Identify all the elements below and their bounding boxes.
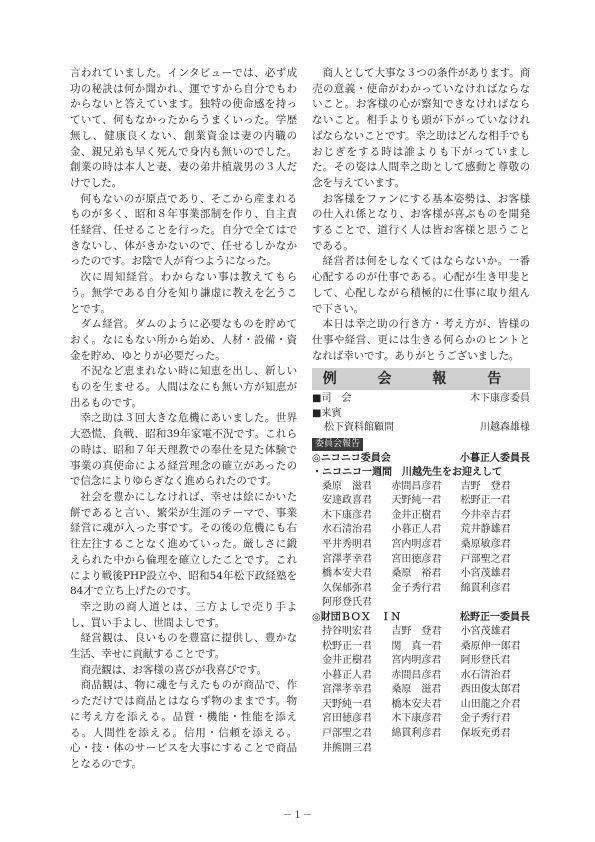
article-paragraph: 次に周知経営。わからない事は教えてもらう。無学である自分を知り謙虚に教えを乞うことです。 xyxy=(70,271,297,315)
member-name: 小宮茂雄君 xyxy=(460,625,511,637)
member-name: 持谷明宏君 xyxy=(322,625,372,637)
member-name: 桑原 裕君 xyxy=(391,568,442,580)
committee2-chair: 松野正一委員長 xyxy=(460,611,530,623)
member-name: 小暮正人君 xyxy=(322,669,372,681)
member-name: 保坂充勇君 xyxy=(460,728,511,740)
committee1-chair: 小暮正人委員長 xyxy=(460,452,530,464)
member-name: 木下康彦君 xyxy=(391,713,442,725)
member-name: 金子秀行君 xyxy=(460,713,511,725)
member-name: 宮澤孝幸君 xyxy=(322,684,372,696)
member-name: 綿貫利彦君 xyxy=(460,582,511,594)
article-paragraph: 幸之助の商人道とは、三方よしで売り手よし、買い手よし、世間よしです。 xyxy=(70,600,297,629)
article-paragraph: お客様をファンにする基本姿勢は、お客様の仕入れ係となり、お客様が喜ぶものを開発することで、道行く人は皆お客様と思うことである。 xyxy=(312,192,530,252)
member-name: 吉野 登君 xyxy=(391,625,442,637)
member-name: 阿形登氏君 xyxy=(322,597,372,609)
committee1-heading xyxy=(312,452,530,466)
member-name: 宮田徳彦君 xyxy=(322,713,372,725)
member-name: 久保郁弥君 xyxy=(322,582,372,594)
member-name: 小暮正人君 xyxy=(391,524,442,536)
chair-name: 木下康彦委員 xyxy=(470,393,530,405)
member-name: 安達政喜君 xyxy=(322,495,372,507)
article-paragraph: 本日は幸之助の行き方・考え方が、皆様の仕事や経営、更には生きる何らかのヒントとなれば幸いです。ありがとうございました。 xyxy=(312,318,530,362)
chair-label: ■司 会 xyxy=(312,393,352,405)
member-name: 井熊開三君 xyxy=(322,742,372,754)
committee1-names xyxy=(312,480,530,611)
member-name: 山田龍之介君 xyxy=(460,698,521,710)
article-paragraph: 経営者は何をしなくてはならないか。一番心配するのが仕事である。心配が生き甲斐として、心配しながら積極的に仕事に取り組んで下さい。 xyxy=(312,255,530,315)
member-name: 今井幸吉君 xyxy=(460,509,511,521)
member-name: 西田俊太郎君 xyxy=(460,684,521,696)
member-name: 桑原伸一郎君 xyxy=(460,640,521,652)
member-name: 赤間昌彦君 xyxy=(391,669,442,681)
member-name: 橋本安夫君 xyxy=(322,568,372,580)
article-paragraph: 社会を豊かにしなければ、幸せは絵にかいた餅であると言い、繁栄が生涯のテーマで、事業経営に魂が入った事です。その後の危機にも右往左往することなく進めていった。厳しさに鍛えられた中から倫理を確立したことです。これにより戦後PHP設立や、昭和54年松下政経塾を84才で立ち上げたのです。 xyxy=(70,490,297,598)
right-paragraphs xyxy=(312,66,530,364)
article-paragraph: 不況など恵まれない時に知恵を出し、新しいものを生ませる。人間はなにも無い方が知恵が出るものです。 xyxy=(70,365,297,409)
article-paragraph: 経営観は、良いものを豊富に提供し、豊かな生活、幸せに貢献することです。 xyxy=(70,632,297,661)
member-name: 水石清治君 xyxy=(322,524,372,536)
member-name: 吉野 登君 xyxy=(460,480,511,492)
guest-detail-row xyxy=(312,421,530,436)
member-name: 桑原 滋君 xyxy=(391,684,442,696)
member-name: 平井秀明君 xyxy=(322,538,372,550)
member-name: 金子秀行君 xyxy=(391,582,442,594)
member-name: 水石清治君 xyxy=(460,669,511,681)
member-name: 宮田徳彦君 xyxy=(391,553,442,565)
member-name: 松野正一君 xyxy=(460,495,511,507)
guest-org: 松下資料館顧問 xyxy=(324,422,394,434)
member-name: 橋本安夫君 xyxy=(391,698,442,710)
member-name: 戸部聖之君 xyxy=(322,728,372,740)
member-name: 阿形登氏君 xyxy=(460,655,511,667)
member-name: 荒井静雄君 xyxy=(460,524,511,536)
committee1-subtitle: ・ニコニコ一週間 川越先生をお迎えして xyxy=(312,466,502,478)
member-name: 桑原敏彦君 xyxy=(460,538,511,550)
member-name: 宮内明彦君 xyxy=(391,655,442,667)
member-name: 天野純一君 xyxy=(391,495,442,507)
member-name: 小宮茂雄君 xyxy=(460,568,511,580)
member-name: 天野純一君 xyxy=(322,698,372,710)
member-name: 戸部聖之君 xyxy=(460,553,511,565)
article-paragraph: 商品観は、物に魂を与えたものが商品で、作っただけでは商品とはならず物のままです。物に考え方を添える。品質・機能・性能を添える。人間性を添える。信用・信頼を添える。心・技・体のサービスを大事にすることで商品となるのです。 xyxy=(70,679,297,770)
member-name: 宮澤孝幸君 xyxy=(322,553,372,565)
member-name: 宮内明彦君 xyxy=(391,538,442,550)
committee1-title: ◎ニコニコ委員会 xyxy=(312,452,391,464)
page-number: －１－ xyxy=(282,810,313,821)
article-paragraph: ダム経営。ダムのように必要なものを貯めておく。なにもない所から始め、人材・設備・資金を貯め、ゆとりが必要だった。 xyxy=(70,318,297,362)
guest-label: ■来賓 xyxy=(312,407,342,419)
member-name: 金井正樹君 xyxy=(322,655,372,667)
committee-report-badge: 委員会報告 xyxy=(312,438,363,451)
meeting-report-header: 例 会 報 告 xyxy=(312,368,530,390)
committee2-names xyxy=(312,625,530,756)
article-paragraph: 商人として大事な３つの条件があります。商売の意義・使命がわかっていなければならないこと。お客様の心が察知できなければならないこと。相手よりも頭が下がっていなければならないことです。幸之助はどんな相手でもおじぎをする時は誰よりも下がっていました。その姿は人間幸之助として感動と尊敬の念を与えています。 xyxy=(312,67,530,189)
chair-row xyxy=(312,392,530,407)
member-name: 松野正一君 xyxy=(322,640,372,652)
right-column xyxy=(312,66,530,756)
member-name: 綿貫利彦君 xyxy=(391,728,442,740)
guest-row xyxy=(312,407,530,422)
left-column xyxy=(70,66,297,773)
article-paragraph: 商売観は、お客様の喜びが我喜びです。 xyxy=(80,663,267,676)
committee2-title: ◎財団ＢＯＸ ＩＮ xyxy=(312,611,401,623)
member-name: 桑原 滋君 xyxy=(322,480,372,492)
committee2-heading xyxy=(312,611,530,625)
member-name: 木下康彦君 xyxy=(322,509,372,521)
article-paragraph: 何もないのが原点であり、そこから産まれるものが多く、昭和８年事業部制を作り、自主責任経営、任せることを行った。自分で全てはできないし、体がきかないので、任せるしかなかったのです。お陰で人が育つようになった。 xyxy=(70,192,297,268)
member-name: 赤間昌彦君 xyxy=(391,480,442,492)
guest-name: 川越森雄様 xyxy=(480,422,530,434)
article-paragraph: 幸之助は３回大きな危機にあいました。世界大恐慌、負戦、昭和39年家電不況です。これらの時は、昭和７年天理教での奉仕を見た体験で事業の真使命による経営理念の確立があったので信念によりゆらぎなく進められたのです。 xyxy=(70,412,297,488)
article-paragraph: 言われていました。インタビューでは、必ず成功の秘訣は何か聞かれ、運ですから自分でもわからないと答えています。独特の使命感を持っていて、何もなかったからうまくいった。学歴無し、健康良くない、創業資金は妻の内職の金、親兄弟も早く死んで身内も無いのでした。創業の時は本人と妻、妻の弟井植歳男の３人だけでした。 xyxy=(70,67,297,189)
member-name: 金井正樹君 xyxy=(391,509,442,521)
member-name: 関 真一君 xyxy=(391,640,442,652)
